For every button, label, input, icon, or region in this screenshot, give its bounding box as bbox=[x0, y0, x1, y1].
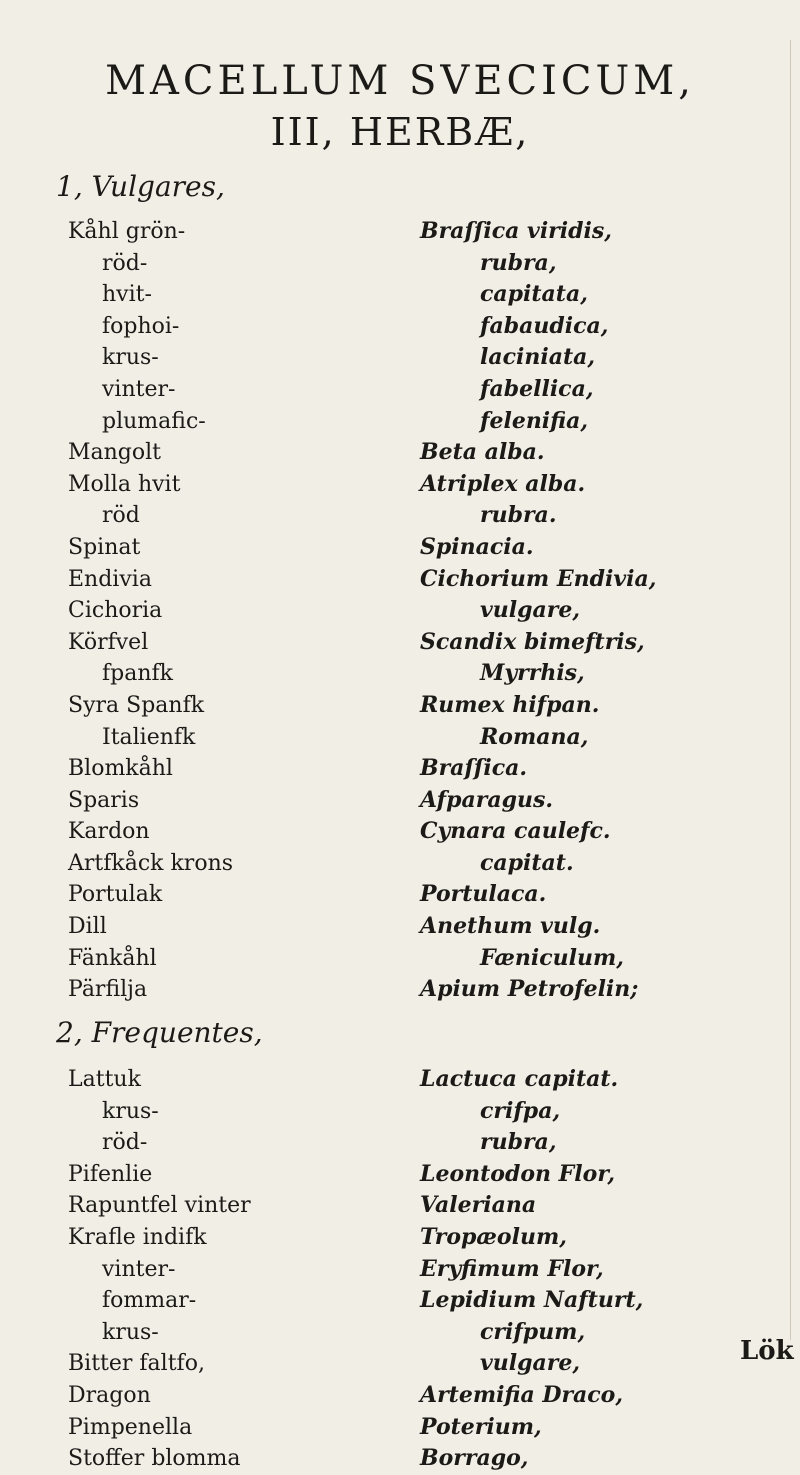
latin-names-list-frequentes bbox=[420, 1064, 643, 1475]
latin-name-entry: Beta alba. bbox=[420, 439, 545, 466]
swedish-name-entry: hvit- bbox=[102, 282, 152, 308]
latin-name-entry: Atriplex alba. bbox=[420, 470, 586, 497]
swedish-name-entry: röd- bbox=[102, 1130, 148, 1156]
latin-name-entry: Myrrhis, bbox=[480, 660, 585, 687]
latin-name-entry: rubra, bbox=[480, 1129, 557, 1156]
swedish-name-entry: Kardon bbox=[68, 819, 150, 845]
latin-name-entry: Afparagus. bbox=[420, 786, 554, 813]
latin-name-entry: fabaudica, bbox=[480, 312, 609, 339]
swedish-name-entry: Portulak bbox=[68, 882, 163, 908]
latin-name-entry: Lactuca capitat. bbox=[420, 1066, 619, 1092]
swedish-name-entry: Sparis bbox=[68, 787, 140, 813]
latin-name-entry: crifpum, bbox=[480, 1318, 586, 1345]
swedish-name-entry: krus- bbox=[102, 345, 159, 371]
page-title: MACELLUM SVECICUM, bbox=[105, 58, 695, 104]
latin-name-entry: Cynara caulefc. bbox=[420, 818, 611, 845]
latin-name-entry: crifpa, bbox=[480, 1097, 561, 1124]
swedish-name-entry: Syra Spanfk bbox=[68, 692, 205, 718]
latin-name-entry: Spinacia. bbox=[420, 533, 534, 560]
latin-name-entry: Scandix bimeftris, bbox=[420, 628, 645, 655]
latin-name-entry: Artemifia Draco, bbox=[420, 1381, 624, 1408]
swedish-name-entry: fophoi- bbox=[102, 313, 180, 339]
latin-names-list-vulgares bbox=[420, 216, 656, 1006]
swedish-name-entry: Italienfk bbox=[102, 724, 196, 750]
latin-name-entry: Poterium, bbox=[420, 1413, 542, 1440]
latin-name-entry: capitata, bbox=[480, 281, 588, 308]
swedish-name-entry: Kåhl grön- bbox=[68, 219, 186, 244]
latin-name-entry: Anethum vulg. bbox=[420, 913, 601, 940]
swedish-name-entry: Bitter faltfo, bbox=[68, 1351, 205, 1377]
latin-name-entry: Cichorium Endivia, bbox=[420, 565, 657, 592]
latin-name-entry: Leontodon Flor, bbox=[420, 1160, 615, 1187]
swedish-name-entry: Stoffer blomma bbox=[68, 1446, 241, 1472]
latin-name-entry: rubra, bbox=[480, 249, 557, 276]
swedish-names-list-vulgares bbox=[68, 216, 233, 1006]
section-heading-vulgares: 1, Vulgares, bbox=[56, 170, 225, 203]
latin-name-entry: Portulaca. bbox=[420, 881, 547, 908]
latin-name-entry: Eryfimum Flor, bbox=[420, 1255, 604, 1282]
swedish-name-entry: Pimpenella bbox=[68, 1414, 193, 1440]
latin-name-entry: Romana, bbox=[480, 723, 589, 750]
swedish-name-entry: fommar- bbox=[102, 1288, 197, 1314]
latin-name-entry: fabellica, bbox=[480, 375, 594, 402]
swedish-name-entry: fpanfk bbox=[102, 661, 173, 687]
swedish-name-entry: Pifenlie bbox=[68, 1161, 153, 1187]
latin-name-entry: Braſſica. bbox=[420, 755, 528, 782]
latin-name-entry: rubra. bbox=[480, 502, 557, 529]
latin-name-entry: Fæniculum, bbox=[480, 944, 624, 971]
latin-name-entry: laciniata, bbox=[480, 344, 596, 371]
latin-name-entry: felenifia, bbox=[480, 407, 589, 434]
swedish-name-entry: Cichoria bbox=[68, 598, 163, 624]
swedish-name-entry: röd bbox=[102, 503, 140, 529]
swedish-names-list-frequentes bbox=[68, 1064, 251, 1475]
latin-name-entry: Apium Petrofelin; bbox=[420, 976, 639, 1003]
swedish-name-entry: Lattuk bbox=[68, 1067, 141, 1092]
swedish-name-entry: vinter- bbox=[102, 1256, 176, 1282]
swedish-name-entry: Körfvel bbox=[68, 629, 149, 655]
swedish-name-entry: Dragon bbox=[68, 1382, 151, 1408]
swedish-name-entry: Mangolt bbox=[68, 440, 162, 466]
swedish-name-entry: Endivia bbox=[68, 566, 152, 592]
swedish-name-entry: Fänkåhl bbox=[68, 945, 157, 971]
latin-name-entry: vulgare, bbox=[480, 1350, 581, 1377]
latin-name-entry: Tropæolum, bbox=[420, 1223, 567, 1250]
latin-name-entry: Borrago, bbox=[420, 1445, 529, 1472]
swedish-name-entry: Blomkåhl bbox=[68, 756, 173, 782]
latin-name-entry: Valeriana bbox=[420, 1192, 537, 1219]
swedish-name-entry: Krafle indifk bbox=[68, 1224, 207, 1250]
swedish-name-entry: Molla hvit bbox=[68, 471, 181, 497]
swedish-name-entry: Rapuntfel vinter bbox=[68, 1193, 251, 1219]
catchword: Lök bbox=[740, 1336, 794, 1366]
latin-name-entry: vulgare, bbox=[480, 597, 581, 624]
section-heading-frequentes: 2, Frequentes, bbox=[56, 1016, 263, 1049]
swedish-name-entry: Pärfilja bbox=[68, 977, 148, 1003]
latin-name-entry: Lepidium Nafturt, bbox=[420, 1287, 644, 1314]
swedish-name-entry: Dill bbox=[68, 914, 107, 940]
swedish-name-entry: krus- bbox=[102, 1098, 159, 1124]
swedish-name-entry: röd- bbox=[102, 250, 148, 276]
latin-name-entry: Braſſica viridis, bbox=[420, 218, 612, 244]
page-edge-line bbox=[790, 40, 791, 1340]
swedish-name-entry: vinter- bbox=[102, 376, 176, 402]
swedish-name-entry: Spinat bbox=[68, 534, 141, 560]
latin-name-entry: capitat. bbox=[480, 849, 574, 876]
latin-name-entry: Rumex hifpan. bbox=[420, 691, 600, 718]
swedish-name-entry: plumafic- bbox=[102, 408, 206, 434]
swedish-name-entry: krus- bbox=[102, 1319, 159, 1345]
swedish-name-entry: Artfkåck krons bbox=[68, 850, 234, 876]
page-subtitle: III, HERBÆ, bbox=[270, 110, 530, 154]
